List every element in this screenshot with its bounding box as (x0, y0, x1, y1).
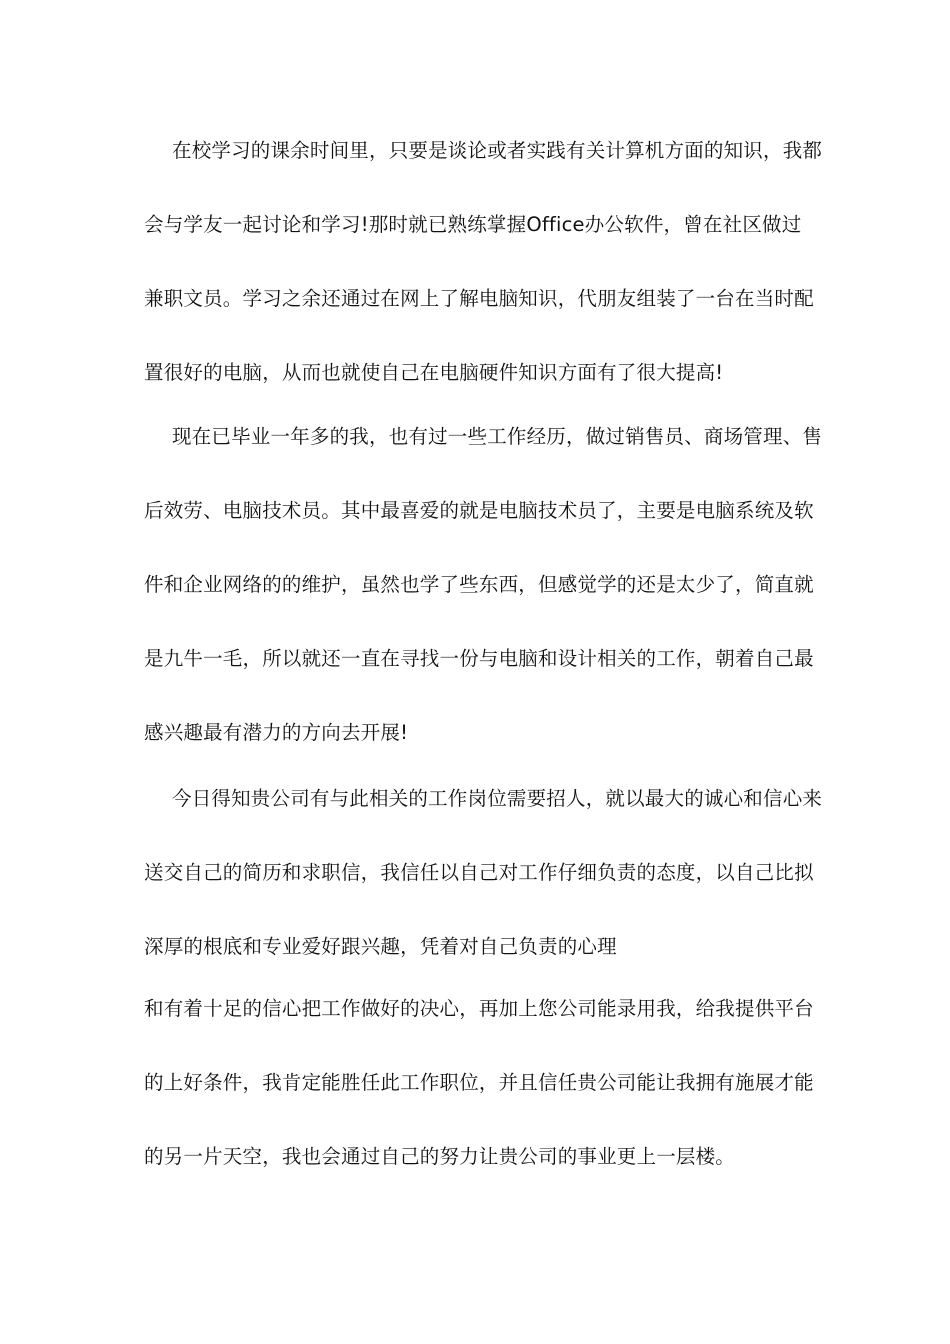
text-line: 置很好的电脑，从而也就使自己在电脑硬件知识方面有了很大提高! (144, 361, 724, 384)
text-line: 今日得知贵公司有与此相关的工作岗位需要招人，就以最大的诚心和信心来 (172, 787, 823, 810)
text-line: 和有着十足的信心把工作做好的决心，再加上您公司能录用我，给我提供平台 (144, 997, 814, 1020)
text-line: 件和企业网络的的维护，虽然也学了些东西，但感觉学的还是太少了，简直就 (144, 573, 814, 596)
text-line: 兼职文员。学习之余还通过在网上了解电脑知识，代朋友组装了一台在当时配 (144, 287, 814, 310)
text-line: 深厚的根底和专业爱好跟兴趣，凭着对自己负责的心理 (144, 935, 617, 958)
text-line: 会与学友一起讨论和学习!那时就已熟练掌握Office办公软件，曾在社区做过 (144, 213, 802, 236)
text-line: 后效劳、电脑技术员。其中最喜爱的就是电脑技术员了，主要是电脑系统及软 (144, 499, 814, 522)
text-line: 感兴趣最有潜力的方向去开展! (144, 721, 409, 744)
text-line: 在校学习的课余时间里，只要是谈论或者实践有关计算机方面的知识，我都 (172, 139, 823, 162)
text-line: 的上好条件，我肯定能胜任此工作职位，并且信任贵公司能让我拥有施展才能 (144, 1071, 814, 1094)
text-line: 送交自己的简历和求职信，我信任以自己对工作仔细负责的态度，以自己比拟 (144, 861, 814, 884)
text-line: 的另一片天空，我也会通过自己的努力让贵公司的事业更上一层楼。 (144, 1145, 736, 1168)
text-line: 现在已毕业一年多的我，也有过一些工作经历，做过销售员、商场管理、售 (172, 425, 823, 448)
text-line: 是九牛一毛，所以就还一直在寻找一份与电脑和设计相关的工作，朝着自己最 (144, 647, 814, 670)
